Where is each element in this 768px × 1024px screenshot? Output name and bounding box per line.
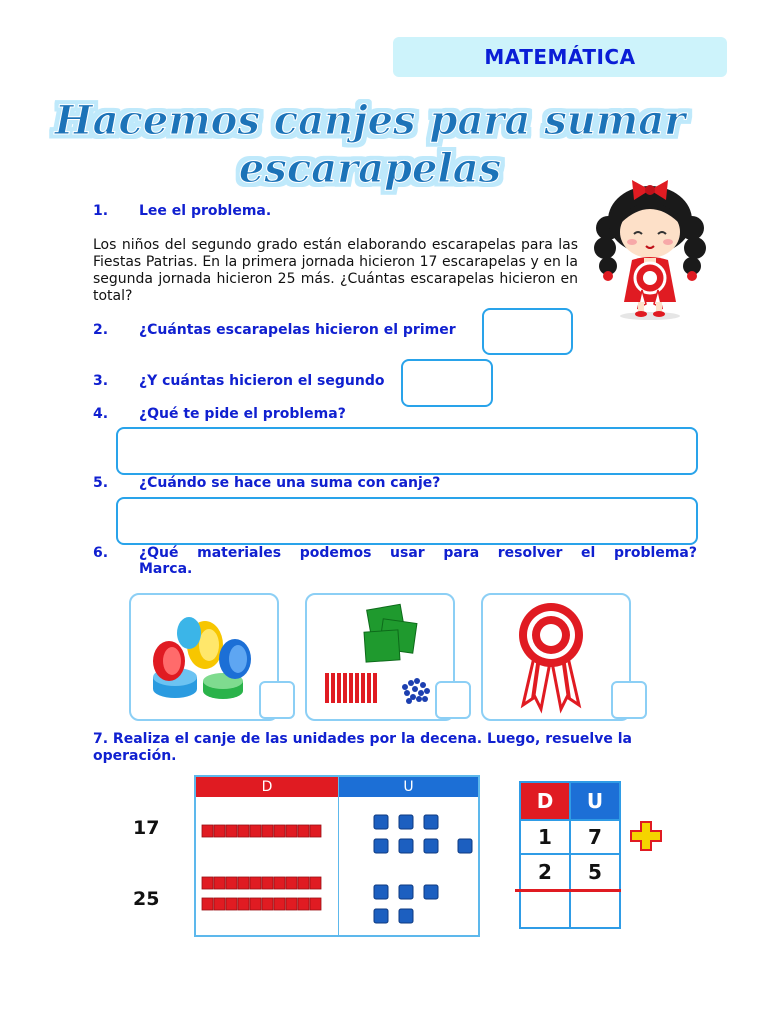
unit-cube <box>424 839 438 853</box>
op-header-u: U <box>569 781 621 821</box>
answer-box-q5[interactable] <box>116 497 698 545</box>
operation-table <box>519 781 621 929</box>
question-text: ¿Qué te pide el problema? <box>139 406 346 422</box>
op-header-d: D <box>519 781 571 821</box>
op-row2-u: 5 <box>569 853 621 891</box>
question-number: 5. <box>93 475 109 491</box>
question-text: ¿Cuántas escarapelas hicieron el primer <box>139 322 456 338</box>
sum-line <box>515 889 621 892</box>
number-label-25: 25 <box>133 888 160 910</box>
base-ten-blocks-image <box>319 601 439 715</box>
unit-cube <box>399 909 413 923</box>
question-2 <box>93 322 493 340</box>
question-number: 1. <box>93 203 109 219</box>
op-row2-d: 2 <box>519 853 571 891</box>
tens-header: D <box>196 777 338 797</box>
base-ten-blocks-drawing <box>196 797 478 935</box>
page-title <box>54 82 686 202</box>
op-result-d[interactable] <box>519 889 571 929</box>
question-text: Lee el problema. <box>139 203 272 219</box>
question-5 <box>93 475 593 493</box>
material-checkbox-1[interactable] <box>259 681 295 719</box>
answer-box-q3[interactable] <box>401 359 493 407</box>
ten-rod <box>202 825 321 837</box>
question-number: 2. <box>93 322 109 338</box>
unit-cube <box>374 815 388 829</box>
unit-cube <box>399 839 413 853</box>
subject-label: MATEMÁTICA <box>484 45 636 69</box>
unit-cube <box>399 885 413 899</box>
material-card-base-ten <box>305 593 455 721</box>
subject-banner <box>393 37 727 77</box>
question-4 <box>93 406 593 424</box>
escarapela-image <box>511 601 591 713</box>
bottle-caps-image <box>145 615 261 705</box>
question-number: 3. <box>93 373 109 389</box>
question-text: ¿Y cuántas hicieron el segundo <box>139 373 385 389</box>
ten-rod <box>202 898 321 910</box>
answer-box-q4[interactable] <box>116 427 698 475</box>
material-checkbox-3[interactable] <box>611 681 647 719</box>
unit-cube <box>399 815 413 829</box>
question-text: ¿Qué materiales podemos usar para resolver el problema? <box>139 545 697 561</box>
unit-cube <box>424 885 438 899</box>
number-label-17: 17 <box>133 817 160 839</box>
answer-box-q2[interactable] <box>482 308 573 355</box>
question-number: 4. <box>93 406 109 422</box>
units-header: U <box>339 777 478 797</box>
unit-cube <box>424 815 438 829</box>
question-3 <box>93 373 413 391</box>
question-text-2: Marca. <box>139 561 193 577</box>
unit-cube <box>374 885 388 899</box>
question-text: ¿Cuándo se hace una suma con canje? <box>139 475 441 491</box>
unit-cube <box>374 839 388 853</box>
material-card-escarapela <box>481 593 631 721</box>
ten-rod <box>202 877 321 889</box>
op-row1-d: 1 <box>519 819 571 855</box>
problem-text: Los niños del segundo grado están elaborando escarapelas para las Fiestas Patrias. En la primera jornada hicieron 17 escarapelas y en la segunda jornada hicieron 25 más. ¿Cuántas escarapelas hicieron en total? <box>93 237 578 304</box>
question-number: 6. <box>93 545 109 561</box>
unit-cube <box>374 909 388 923</box>
plus-icon <box>629 820 663 852</box>
unit-cube <box>458 839 472 853</box>
op-result-u[interactable] <box>569 889 621 929</box>
question-6 <box>93 545 697 579</box>
place-value-table <box>194 775 480 937</box>
title-line1: Hacemos canjes para sumar <box>54 97 686 144</box>
title-line2: escarapelas <box>238 145 502 192</box>
material-card-bottle-caps <box>129 593 279 721</box>
question-7: 7. Realiza el canje de las unidades por la decena. Luego, resuelve la operación. <box>93 731 632 764</box>
girl-illustration <box>592 176 708 322</box>
question-1 <box>93 203 593 221</box>
op-row1-u: 7 <box>569 819 621 855</box>
material-checkbox-2[interactable] <box>435 681 471 719</box>
